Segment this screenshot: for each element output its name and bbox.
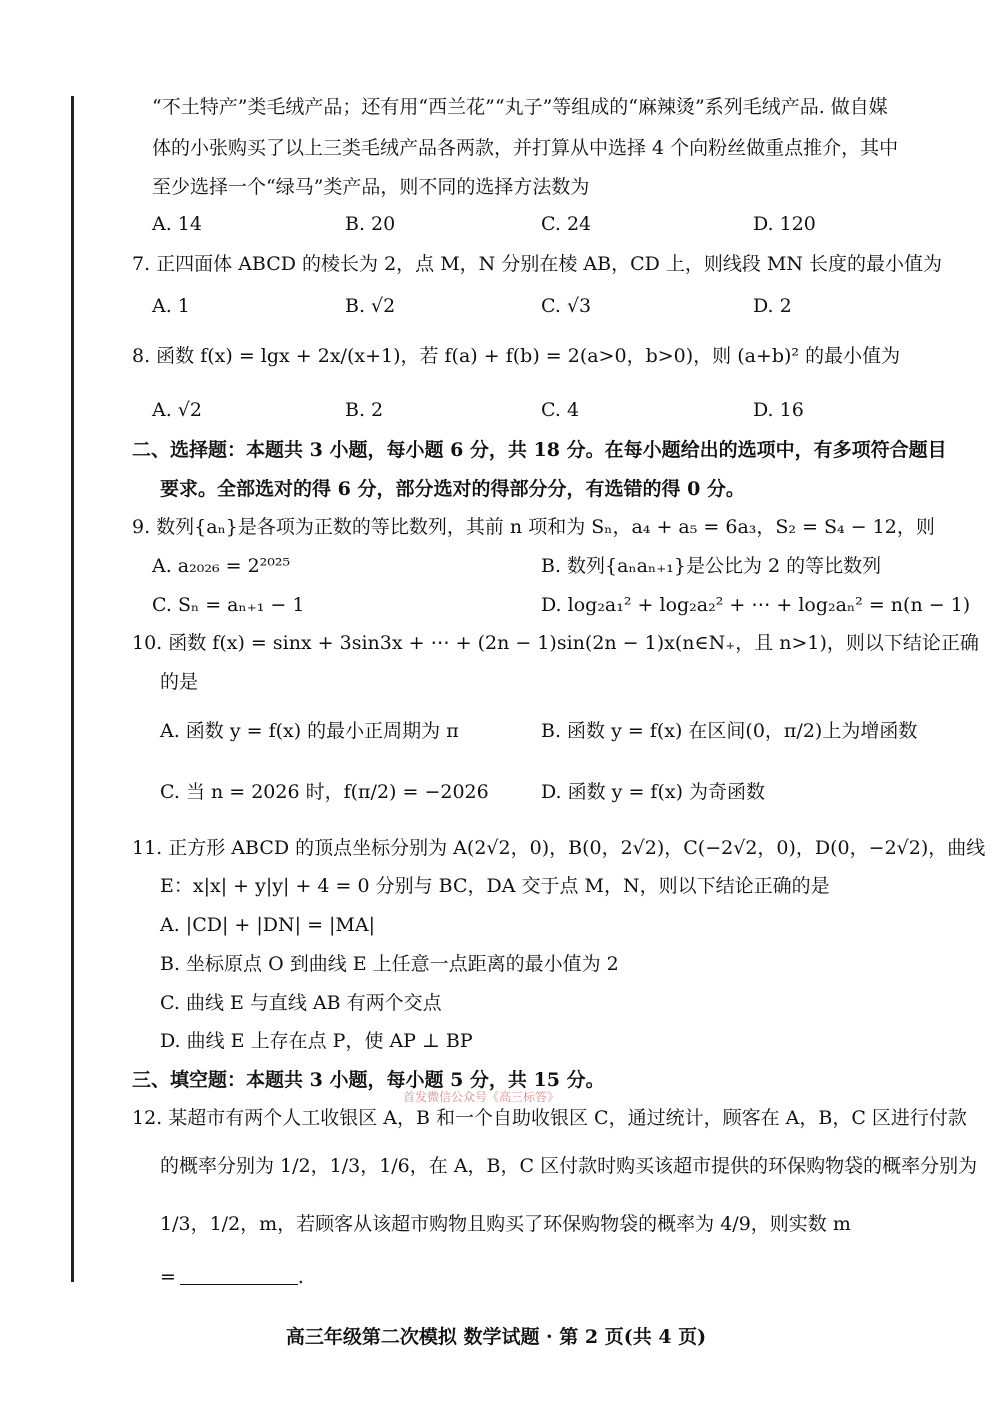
q8-option-b: B. 2 [345,399,384,421]
q7-option-c: C. √3 [541,295,592,317]
q9-option-b: B. 数列{aₙaₙ₊₁}是公比为 2 的等比数列 [541,555,882,577]
q8-stem: 8. 函数 f(x) = lgx + 2x/(x+1)，若 f(a) + f(b) = 2(a>0，b>0)，则 (a+b)² 的最小值为 [132,345,901,367]
watermark-text: 首发微信公众号《高三标答》 [403,1090,560,1104]
q11-option-b: B. 坐标原点 O 到曲线 E 上任意一点距离的最小值为 2 [160,953,619,975]
q10-option-c: C. 当 n = 2026 时，f(π/2) = −2026 [160,781,489,803]
q8-option-a: A. √2 [152,399,202,421]
q12-line1: 12. 某超市有两个人工收银区 A，B 和一个自助收银区 C，通过统计，顾客在 A，B，C 区进行付款 [132,1107,967,1129]
section2-heading-line1: 二、选择题：本题共 3 小题，每小题 6 分，共 18 分。在每小题给出的选项中，有多项符合题目 [132,439,947,461]
q6-line2: 体的小张购买了以上三类毛绒产品各两款，并打算从中选择 4 个向粉丝做重点推介，其中 [152,137,899,159]
q6-option-d: D. 120 [753,213,816,235]
q11-line2: E：x|x| + y|y| + 4 = 0 分别与 BC，DA 交于点 M，N，则以下结论正确的是 [160,875,830,897]
q12-line2: 的概率分别为 1/2，1/3，1/6，在 A，B，C 区付款时购买该超市提供的环保购物袋的概率分别为 [160,1155,978,1177]
q6-option-c: C. 24 [541,213,592,235]
q10-line2: 的是 [160,671,199,693]
q8-option-d: D. 16 [753,399,804,421]
q6-line3: 至少选择一个“绿马”类产品，则不同的选择方法数为 [152,176,590,198]
margin-rule [71,96,74,1282]
q12-equals: = [160,1266,176,1288]
q7-stem: 7. 正四面体 ABCD 的棱长为 2，点 M，N 分别在棱 AB，CD 上，则线段 MN 长度的最小值为 [132,253,943,275]
q9-option-d: D. log₂a₁² + log₂a₂² + ⋯ + log₂aₙ² = n(n − 1) [541,594,971,616]
q7-option-d: D. 2 [753,295,792,317]
q6-line1: “不土特产”类毛绒产品；还有用“西兰花”“丸子”等组成的“麻辣烫”系列毛绒产品. 做自媒 [152,96,888,118]
q9-stem: 9. 数列{aₙ}是各项为正数的等比数列，其前 n 项和为 Sₙ，a₄ + a₅ = 6a₃，S₂ = S₄ − 12，则 [132,516,935,538]
q12-period: . [297,1266,304,1288]
q12-answer-line [160,1268,304,1287]
answer-blank[interactable] [180,1268,298,1285]
q7-option-a: A. 1 [152,295,190,317]
q6-option-b: B. 20 [345,213,396,235]
q10-option-b: B. 函数 y = f(x) 在区间(0，π/2)上为增函数 [541,720,918,742]
q11-option-d: D. 曲线 E 上存在点 P，使 AP ⊥ BP [160,1030,473,1052]
q12-line3: 1/3，1/2，m，若顾客从该超市购物且购买了环保购物袋的概率为 4/9，则实数 m [160,1213,851,1235]
q10-line1: 10. 函数 f(x) = sinx + 3sin3x + ⋯ + (2n − 1)sin(2n − 1)x(n∈N₊，且 n>1)，则以下结论正确 [132,632,979,654]
q10-option-a: A. 函数 y = f(x) 的最小正周期为 π [160,720,459,742]
q7-option-b: B. √2 [345,295,396,317]
q9-option-c: C. Sₙ = aₙ₊₁ − 1 [152,594,305,616]
section2-heading-line2: 要求。全部选对的得 6 分，部分选对的得部分分，有选错的得 0 分。 [160,478,745,500]
section3-heading: 三、填空题：本题共 3 小题，每小题 5 分，共 15 分。 [132,1069,605,1091]
q11-option-a: A. |CD| + |DN| = |MA| [160,914,376,936]
q11-line1: 11. 正方形 ABCD 的顶点坐标分别为 A(2√2，0)，B(0，2√2)，C(−2√2，0)，D(0，−2√2)，曲线 [132,837,986,859]
page-footer: 高三年级第二次模拟 数学试题 · 第 2 页(共 4 页) [285,1326,707,1348]
q10-option-d: D. 函数 y = f(x) 为奇函数 [541,781,766,803]
q6-option-a: A. 14 [152,213,202,235]
q11-option-c: C. 曲线 E 与直线 AB 有两个交点 [160,992,442,1014]
q8-option-c: C. 4 [541,399,580,421]
q9-option-a: A. a₂₀₂₆ = 2²⁰²⁵ [152,555,291,577]
